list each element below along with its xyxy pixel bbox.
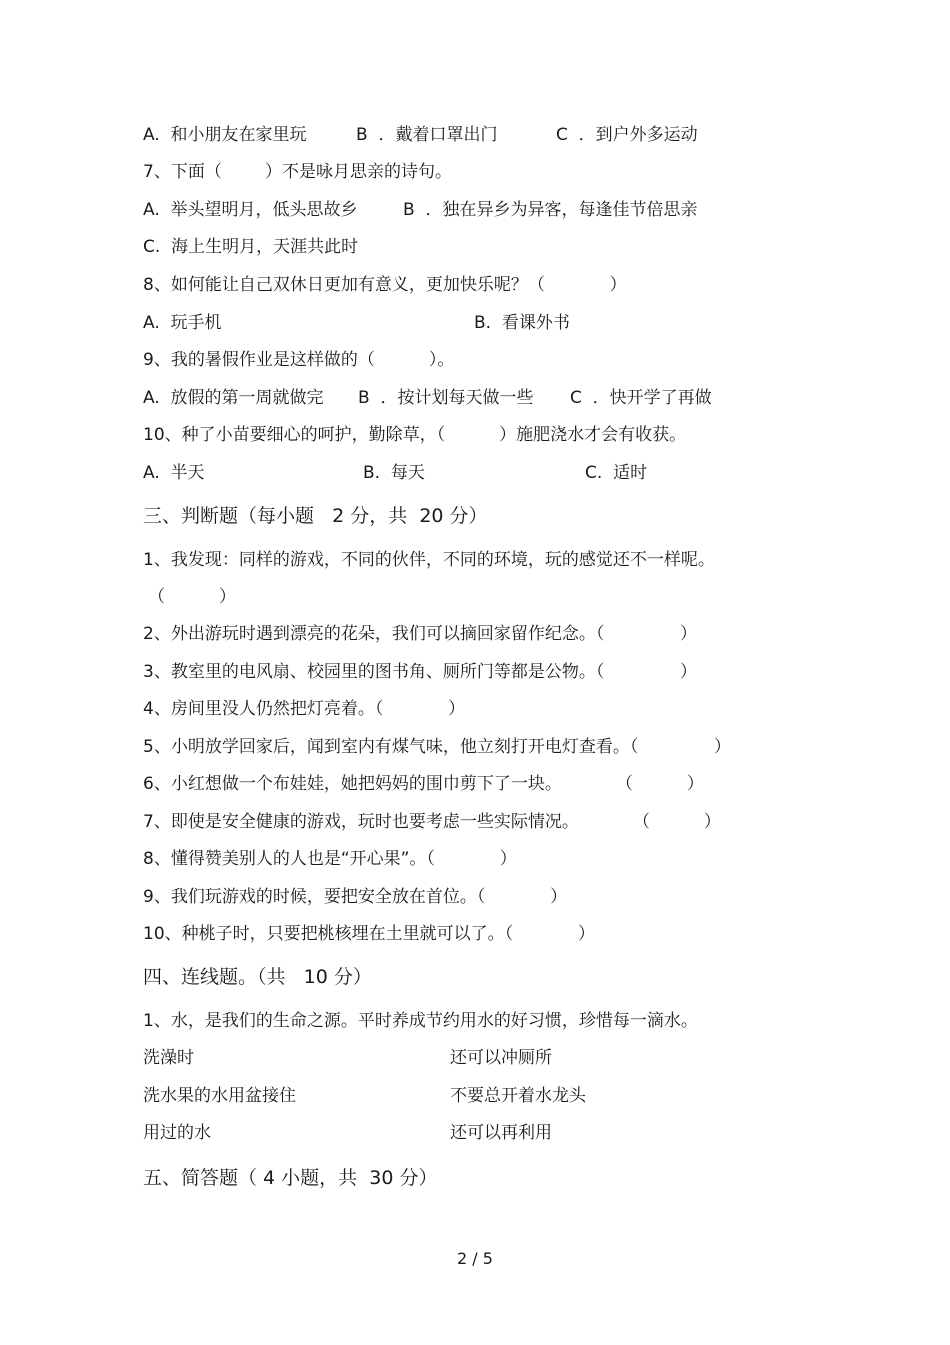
section3-item: 7、即使是安全健康的游戏，玩时也要考虑一些实际情况。 （ ） — [143, 812, 721, 832]
section3-item: （ ） — [148, 587, 237, 607]
section3-item: 1、我发现：同样的游戏，不同的伙伴，不同的环境，玩的感觉还不一样呢。 — [143, 550, 715, 570]
q8-option-a: A. 玩手机 — [143, 313, 222, 333]
section3-item: 6、小红想做一个布娃娃，她把妈妈的围巾剪下了一块。 （ ） — [143, 774, 704, 794]
q6-option-a: A. 和小朋友在家里玩 — [143, 125, 307, 145]
q9-option-b: B ．按计划每天做一些 — [358, 388, 534, 408]
q10-option-b: B. 每天 — [363, 463, 425, 483]
page-number: 2 / 5 — [457, 1249, 493, 1268]
q7-option-c: C. 海上生明月，天涯共此时 — [143, 237, 359, 257]
section3-item: 10、种桃子时，只要把桃核埋在土里就可以了。（ ） — [143, 924, 595, 944]
q8-stem: 8、如何能让自己双休日更加有意义，更加快乐呢？（ ） — [143, 275, 627, 295]
match-right-item: 不要总开着水龙头 — [450, 1086, 586, 1106]
q10-option-a: A. 半天 — [143, 463, 205, 483]
section4-intro: 1、水，是我们的生命之源。平时养成节约用水的好习惯，珍惜每一滴水。 — [143, 1011, 698, 1031]
section4-heading: 四、连线题。（共 10 分） — [143, 966, 372, 988]
match-left-item: 洗澡时 — [143, 1048, 194, 1068]
q9-option-c: C ．快开学了再做 — [570, 388, 712, 408]
q7-option-a: A. 举头望明月，低头思故乡 — [143, 200, 358, 220]
match-right-item: 还可以再利用 — [450, 1123, 552, 1143]
q9-stem: 9、我的暑假作业是这样做的（ ）。 — [143, 350, 455, 370]
match-right-item: 还可以冲厕所 — [450, 1048, 552, 1068]
section3-item: 4、房间里没人仍然把灯亮着。（ ） — [143, 699, 466, 719]
section3-item: 9、我们玩游戏的时候，要把安全放在首位。（ ） — [143, 887, 568, 907]
section5-heading: 五、简答题（ 4 小题，共 30 分） — [143, 1167, 438, 1189]
section3-item: 3、教室里的电风扇、校园里的图书角、厕所门等都是公物。（ ） — [143, 662, 697, 682]
section3-item: 5、小明放学回家后，闻到室内有煤气味，他立刻打开电灯查看。（ ） — [143, 737, 731, 757]
q10-option-c: C. 适时 — [585, 463, 648, 483]
q6-option-b: B ．戴着口罩出门 — [356, 125, 498, 145]
section3-item: 2、外出游玩时遇到漂亮的花朵，我们可以摘回家留作纪念。（ ） — [143, 624, 697, 644]
section3-item: 8、懂得赞美别人的人也是“开心果”。（ ） — [143, 849, 517, 869]
q10-stem: 10、种了小苗要细心的呵护，勤除草，（ ）施肥浇水才会有收获。 — [143, 425, 687, 445]
section3-heading: 三、判断题（每小题 2 分，共 20 分） — [143, 505, 488, 527]
match-left-item: 用过的水 — [143, 1123, 211, 1143]
q7-option-b: B ．独在异乡为异客，每逢佳节倍思亲 — [403, 200, 698, 220]
q6-option-c: C ．到户外多运动 — [556, 125, 698, 145]
match-left-item: 洗水果的水用盆接住 — [143, 1086, 296, 1106]
q7-stem: 7、下面（ ）不是咏月思亲的诗句。 — [143, 162, 453, 182]
q8-option-b: B. 看课外书 — [474, 313, 570, 333]
q9-option-a: A. 放假的第一周就做完 — [143, 388, 324, 408]
